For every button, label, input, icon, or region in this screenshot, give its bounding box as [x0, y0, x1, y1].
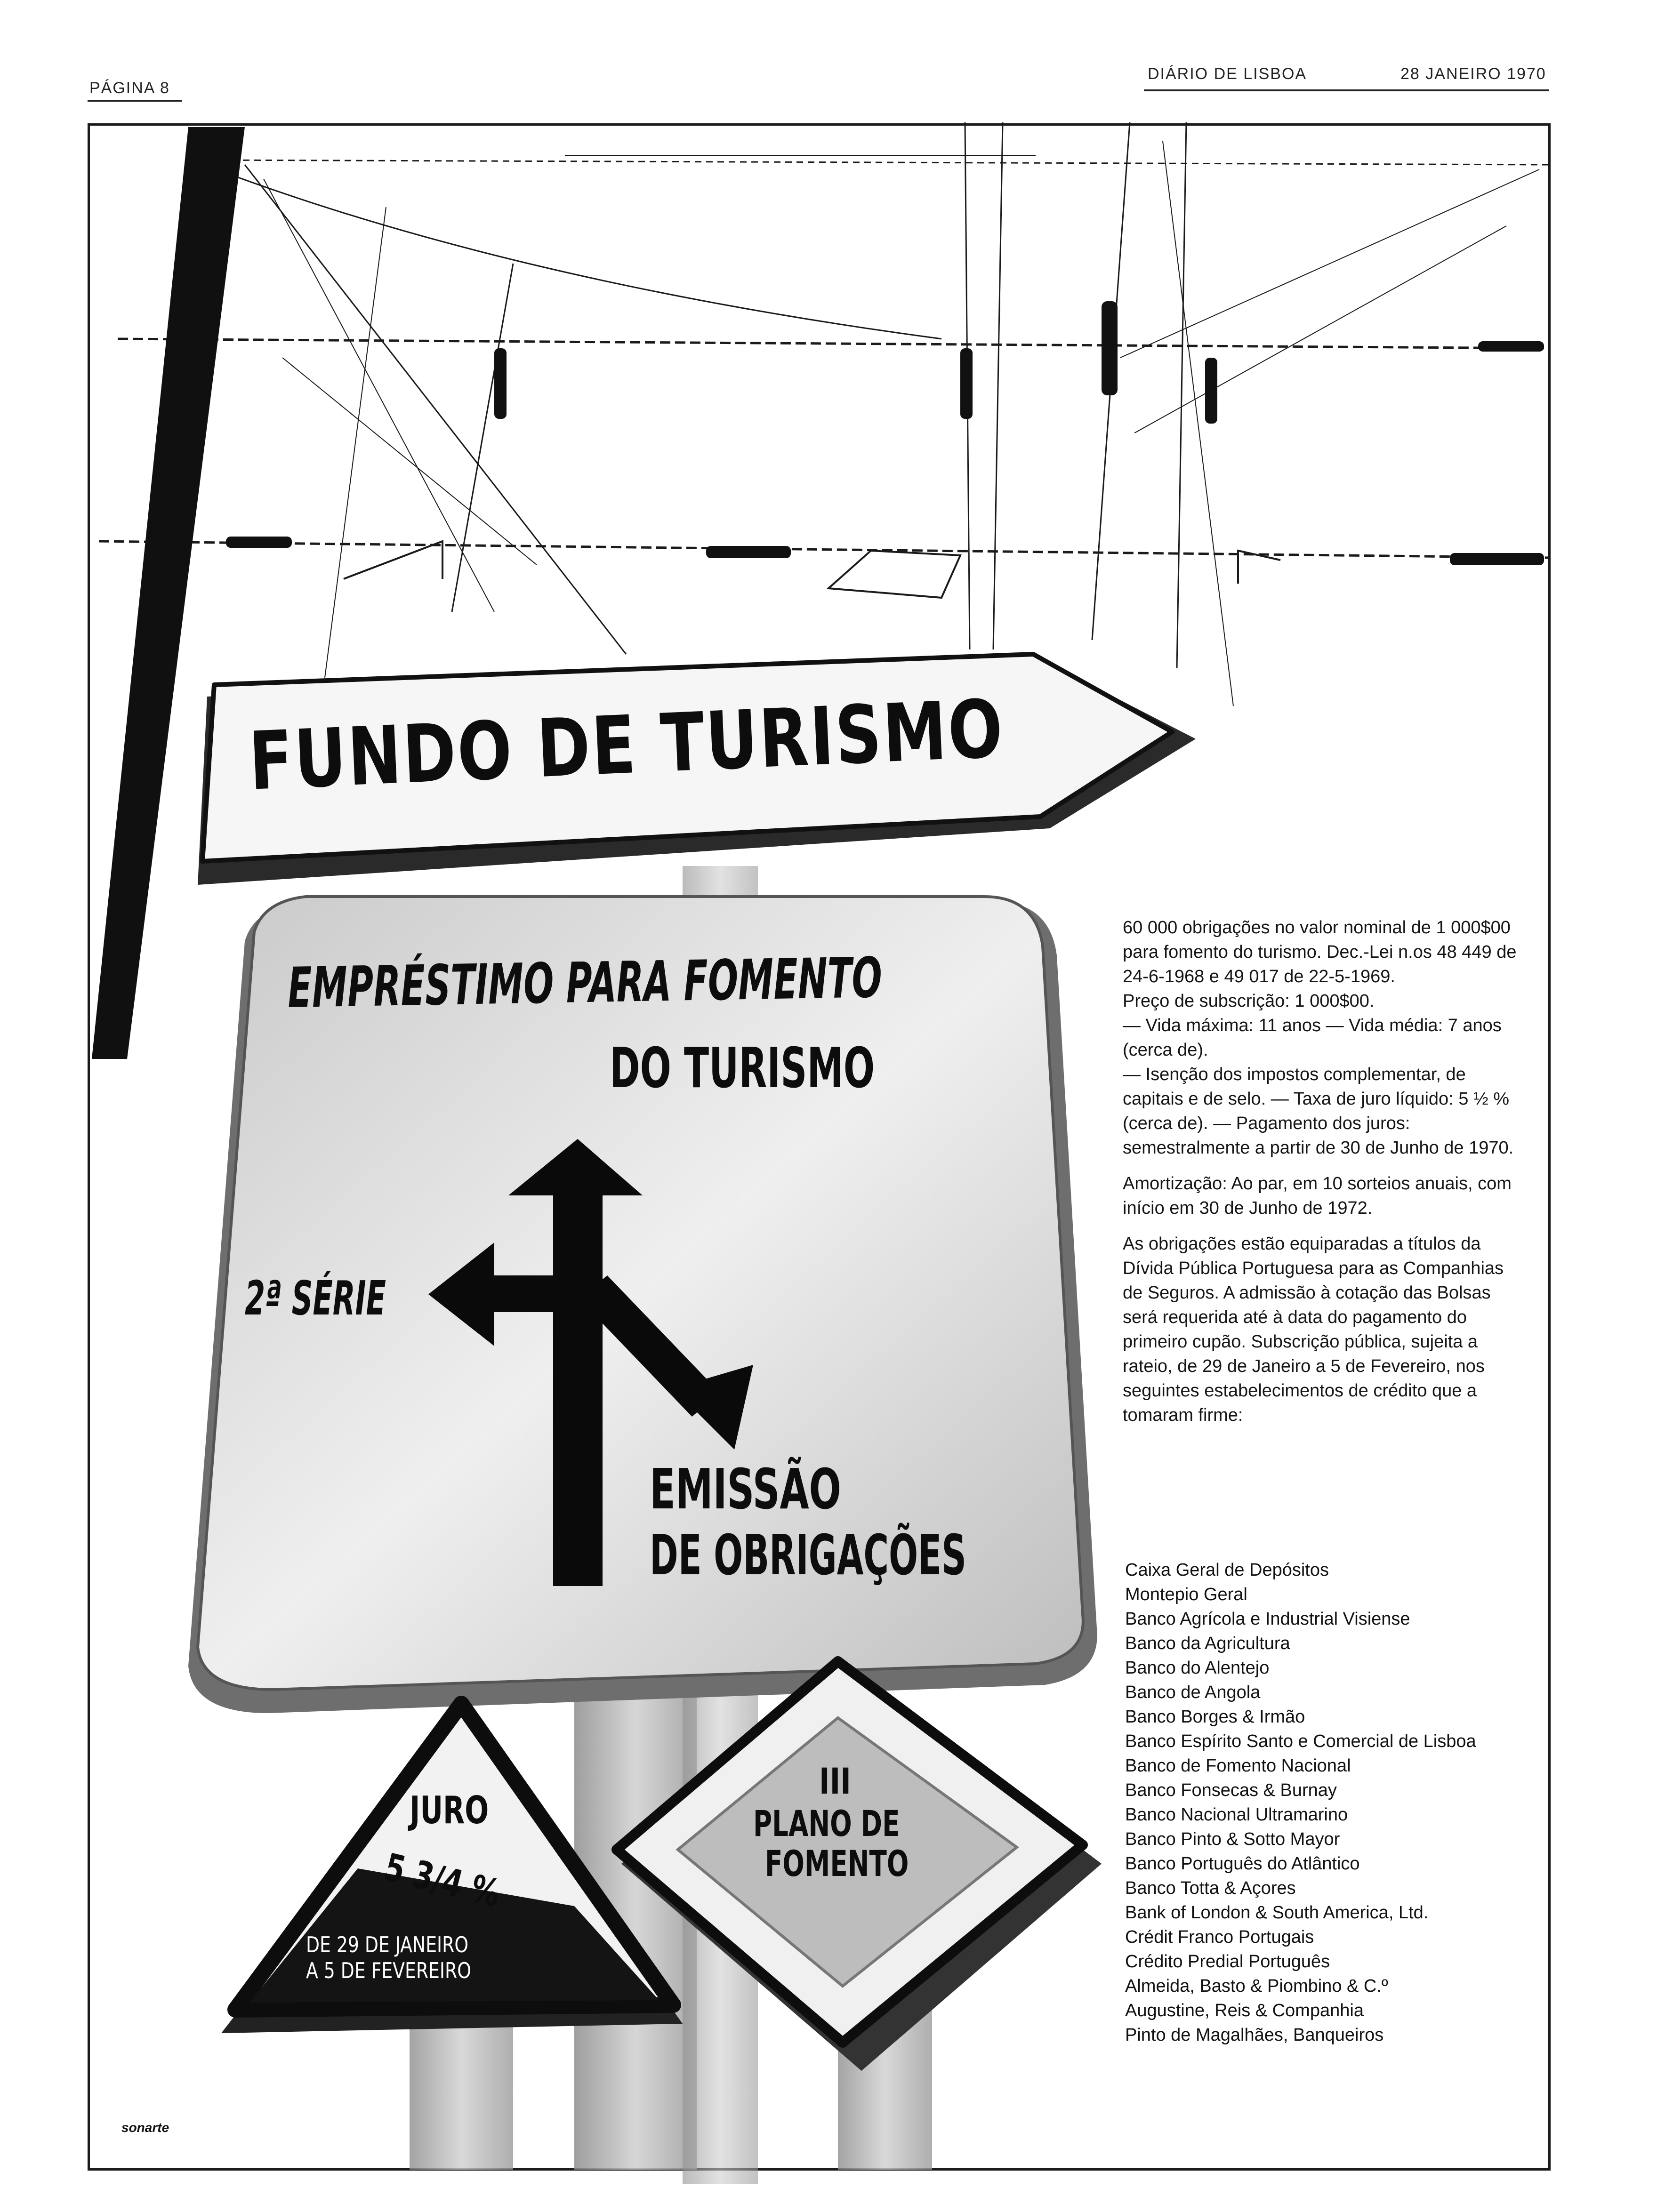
- list-item: Banco Nacional Ultramarino: [1125, 1805, 1348, 1825]
- list-item: Caixa Geral de Depósitos: [1125, 1560, 1329, 1580]
- institutions-list: [1125, 1558, 1549, 2047]
- board-title-line1: EMPRÉSTIMO PARA FOMENTO: [287, 945, 883, 1020]
- utility-pole: [92, 127, 245, 1059]
- agency-signature: sonarte: [121, 2120, 169, 2135]
- board-title-line2: DO TURISMO: [610, 1035, 875, 1100]
- offer-paragraph-4: — Isenção dos impostos complementar, de capitais e de selo. — Taxa de juro líquido: 5 ½ % (cerca de). — Pagamento dos juros: semestralmente a partir de 30 de Junho de 1970.: [1123, 1065, 1514, 1158]
- list-item: Banco de Angola: [1125, 1683, 1261, 1702]
- list-item: Bank of London & South America, Ltd.: [1125, 1903, 1429, 1923]
- offer-details: [1123, 915, 1528, 1427]
- list-item: Banco de Fomento Nacional: [1125, 1756, 1351, 1776]
- arrow-left-stem: [485, 1275, 570, 1312]
- emission-line1: EMISSÃO: [650, 1457, 841, 1522]
- offer-paragraph-3: — Vida máxima: 11 anos — Vida média: 7 anos (cerca de).: [1123, 1016, 1502, 1060]
- list-item: Crédito Predial Português: [1125, 1952, 1330, 1972]
- main-sign-title: FUNDO DE TURISMO: [247, 682, 1006, 809]
- arrow-main-stem: [553, 1195, 603, 1586]
- list-item: Banco Borges & Irmão: [1125, 1707, 1305, 1727]
- offer-paragraph-1: 60 000 obrigações no valor nominal de 1 000$00 para fomento do turismo. Dec.-Lei n.os 48 449 de 24-6-1968 e 49 017 de 22-5-1969.: [1123, 918, 1517, 986]
- list-item: Banco Português do Atlântico: [1125, 1854, 1360, 1874]
- diamond-line2: PLANO DE: [753, 1803, 900, 1844]
- list-item: Almeida, Basto & Piombino & C.º: [1125, 1976, 1388, 1996]
- subscription-paragraph: As obrigações estão equiparadas a títulos da Dívida Pública Portuguesa para as Companhias de Seguros. A admissão à cotação das Bolsas será requerida até à data do pagamento do primeiro cupão. Subscrição pública, sujeita a rateio, de 29 de Janeiro a 5 de Fevereiro, nos seguintes estabelecimentos de crédito que a tomaram firme:: [1123, 1234, 1504, 1425]
- triangle-rate: 5 3/4 %: [380, 1845, 505, 1916]
- list-item: Banco Totta & Açores: [1125, 1878, 1296, 1898]
- issue-date: 28 JANEIRO 1970: [1400, 65, 1546, 83]
- list-item: Banco Agrícola e Industrial Visiense: [1125, 1609, 1410, 1629]
- diamond-line1: III: [819, 1760, 851, 1802]
- list-item: Banco Pinto & Sotto Mayor: [1125, 1829, 1340, 1849]
- list-item: Pinto de Magalhães, Banqueiros: [1125, 2025, 1384, 2045]
- list-item: Montepio Geral: [1125, 1585, 1247, 1604]
- triangle-dates-line2: A 5 DE FEVEREIRO: [306, 1958, 471, 1983]
- page-number: PÁGINA 8: [89, 79, 170, 97]
- newspaper-name: DIÁRIO DE LISBOA: [1148, 65, 1307, 83]
- overhead-wires: [99, 122, 1549, 706]
- serie-label: 2ª SÉRIE: [245, 1271, 386, 1326]
- list-item: Augustine, Reis & Companhia: [1125, 2001, 1364, 2020]
- triangle-juro: JURO: [410, 1788, 489, 1832]
- list-item: Banco da Agricultura: [1125, 1634, 1290, 1653]
- emission-line2: DE OBRIGAÇÕES: [650, 1523, 966, 1587]
- amortization-paragraph: Amortização: Ao par, em 10 sorteios anuais, com início em 30 de Junho de 1972.: [1123, 1174, 1512, 1218]
- list-item: Banco Espírito Santo e Comercial de Lisboa: [1125, 1731, 1476, 1751]
- diamond-line3: FOMENTO: [765, 1843, 909, 1884]
- triangle-dates-line1: DE 29 DE JANEIRO: [306, 1932, 469, 1957]
- list-item: Crédit Franco Portugais: [1125, 1927, 1314, 1947]
- offer-paragraph-2: Preço de subscrição: 1 000$00.: [1123, 991, 1375, 1011]
- list-item: Banco Fonsecas & Burnay: [1125, 1780, 1337, 1800]
- list-item: Banco do Alentejo: [1125, 1658, 1270, 1678]
